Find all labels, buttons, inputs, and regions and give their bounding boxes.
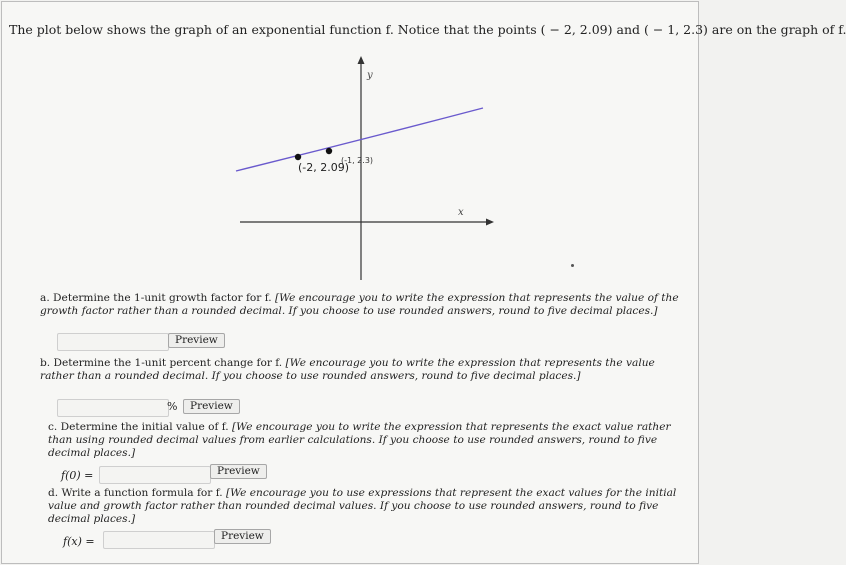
question-d <box>48 487 678 526</box>
fx-label: f(x) = <box>63 535 95 548</box>
answer-a-input[interactable] <box>57 333 169 351</box>
question-b <box>40 357 680 383</box>
decorative-dot <box>571 264 574 267</box>
point-neg1-label: (-1, 2.3) <box>341 156 374 165</box>
question-d-text: d. Write a function formula for f. [We encourage you to use expressions that represent the exact values for the initial value and growth factor rather than rounded decimal values. If you choose to use rounded answers, round to five decimal places.] <box>48 487 677 525</box>
y-axis-label: y <box>367 70 373 81</box>
question-c <box>48 421 678 460</box>
x-axis-label: x <box>458 207 464 218</box>
question-c-text: c. Determine the initial value of f. [We encourage you to write the expression that represents the exact value rather than using rounded decimal values from earlier calculations. If you choose to use rounded answers, round to five decimal places.] <box>48 421 671 459</box>
preview-a-button[interactable]: Preview <box>168 333 225 348</box>
exponential-graph <box>228 52 498 287</box>
point-neg1 <box>326 148 332 154</box>
percent-unit-label: % <box>167 400 178 413</box>
problem-intro: The plot below shows the graph of an exponential function f. Notice that the points ( − 2, 2.09) and ( − 1, 2.3) are on the graph of f. <box>9 22 846 37</box>
question-a <box>40 292 680 318</box>
y-axis-arrow-icon <box>358 56 365 64</box>
point-neg2 <box>295 154 301 160</box>
preview-b-button[interactable]: Preview <box>183 399 240 414</box>
preview-c-button[interactable]: Preview <box>210 464 267 479</box>
answer-d-input[interactable] <box>103 531 215 549</box>
f0-label: f(0) = <box>61 469 94 482</box>
x-axis-arrow-icon <box>486 219 494 226</box>
question-a-text: a. Determine the 1-unit growth factor for f. [We encourage you to write the expression that represents the value of the growth factor rather than a rounded decimal. If you choose to use rounded answers, round to five decimal places.] <box>40 292 679 317</box>
point-neg2-label: (-2, 2.09) <box>298 161 350 174</box>
answer-c-input[interactable] <box>99 466 211 484</box>
answer-b-input[interactable] <box>57 399 169 417</box>
question-b-text: b. Determine the 1-unit percent change for f. [We encourage you to write the expression that represents the value rather than a rounded decimal. If you choose to use rounded answers, round to five decimal places.] <box>40 357 655 382</box>
preview-d-button[interactable]: Preview <box>214 529 271 544</box>
